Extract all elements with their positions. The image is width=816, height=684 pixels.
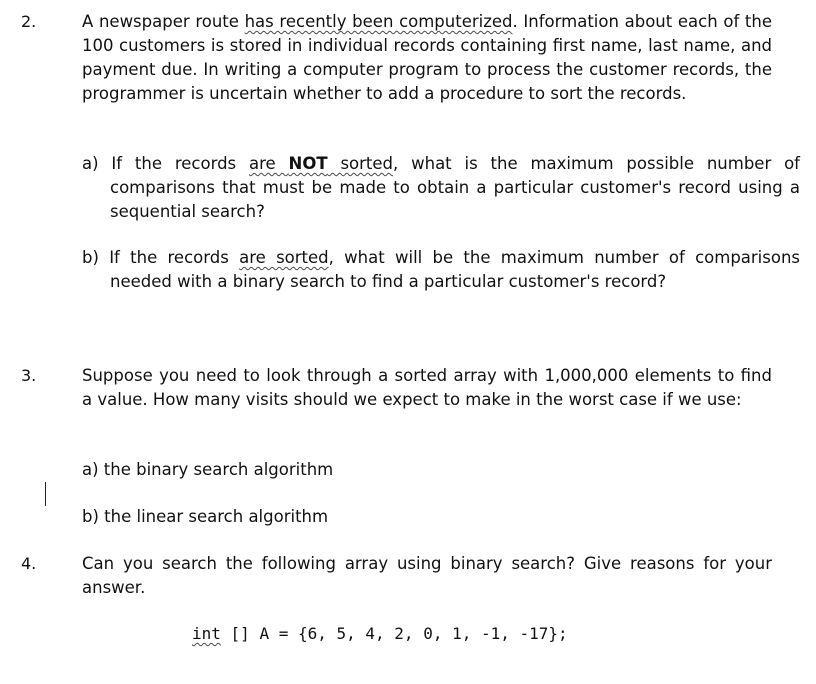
question-3-text: Suppose you need to look through a sorted array with 1,000,000 elements to find a value. How many visits should we expect to make in the worst case if we use: <box>82 366 772 409</box>
question-2a-squiggle-2: sorted <box>327 154 394 173</box>
question-2-number: 2. <box>21 12 37 31</box>
question-2b-rest: , what will be the maximum number of comparisons needed with a binary search to find a particular customer's record? <box>110 248 801 291</box>
question-2b-prefix: b) If the records <box>82 248 240 267</box>
question-2a-rest: , what is the maximum possible number of comparisons that must be made to obtain a particular customer's record using a sequential search? <box>110 154 800 221</box>
spelling-flag: has recently been computerized <box>244 12 513 31</box>
code-keyword-int: int <box>192 624 221 643</box>
question-2b-text <box>82 246 800 294</box>
question-2a-prefix: a) If the records <box>82 154 249 173</box>
question-2a-squiggle-1: are <box>248 154 289 173</box>
question-4-number: 4. <box>21 554 37 573</box>
question-2a-text <box>82 152 800 224</box>
question-4-text: Can you search the following array using binary search? Give reasons for your answer. <box>82 554 772 597</box>
code-rest: [] A = {6, 5, 4, 2, 0, 1, -1, -17}; <box>220 624 568 643</box>
question-3-number: 3. <box>21 366 37 385</box>
question-2-text <box>82 10 772 106</box>
spelling-flag: are sorted <box>239 248 329 267</box>
question-2a-bold-not: NOT <box>288 154 328 173</box>
code-snippet <box>192 622 568 646</box>
question-2-text-start: A newspaper route <box>82 12 245 31</box>
question-3b-text: b) the linear search algorithm <box>82 507 329 526</box>
question-2-text-end: . Information about each of the 100 customers is stored in individual records containing first name, last name, and payment due. In writing a computer program to process the customer records, the programmer is uncertain whether to add a procedure to sort the records. <box>82 12 772 103</box>
question-3a-text: a) the binary search algorithm <box>82 460 334 479</box>
spelling-flag <box>249 154 393 173</box>
text-cursor <box>45 482 46 506</box>
